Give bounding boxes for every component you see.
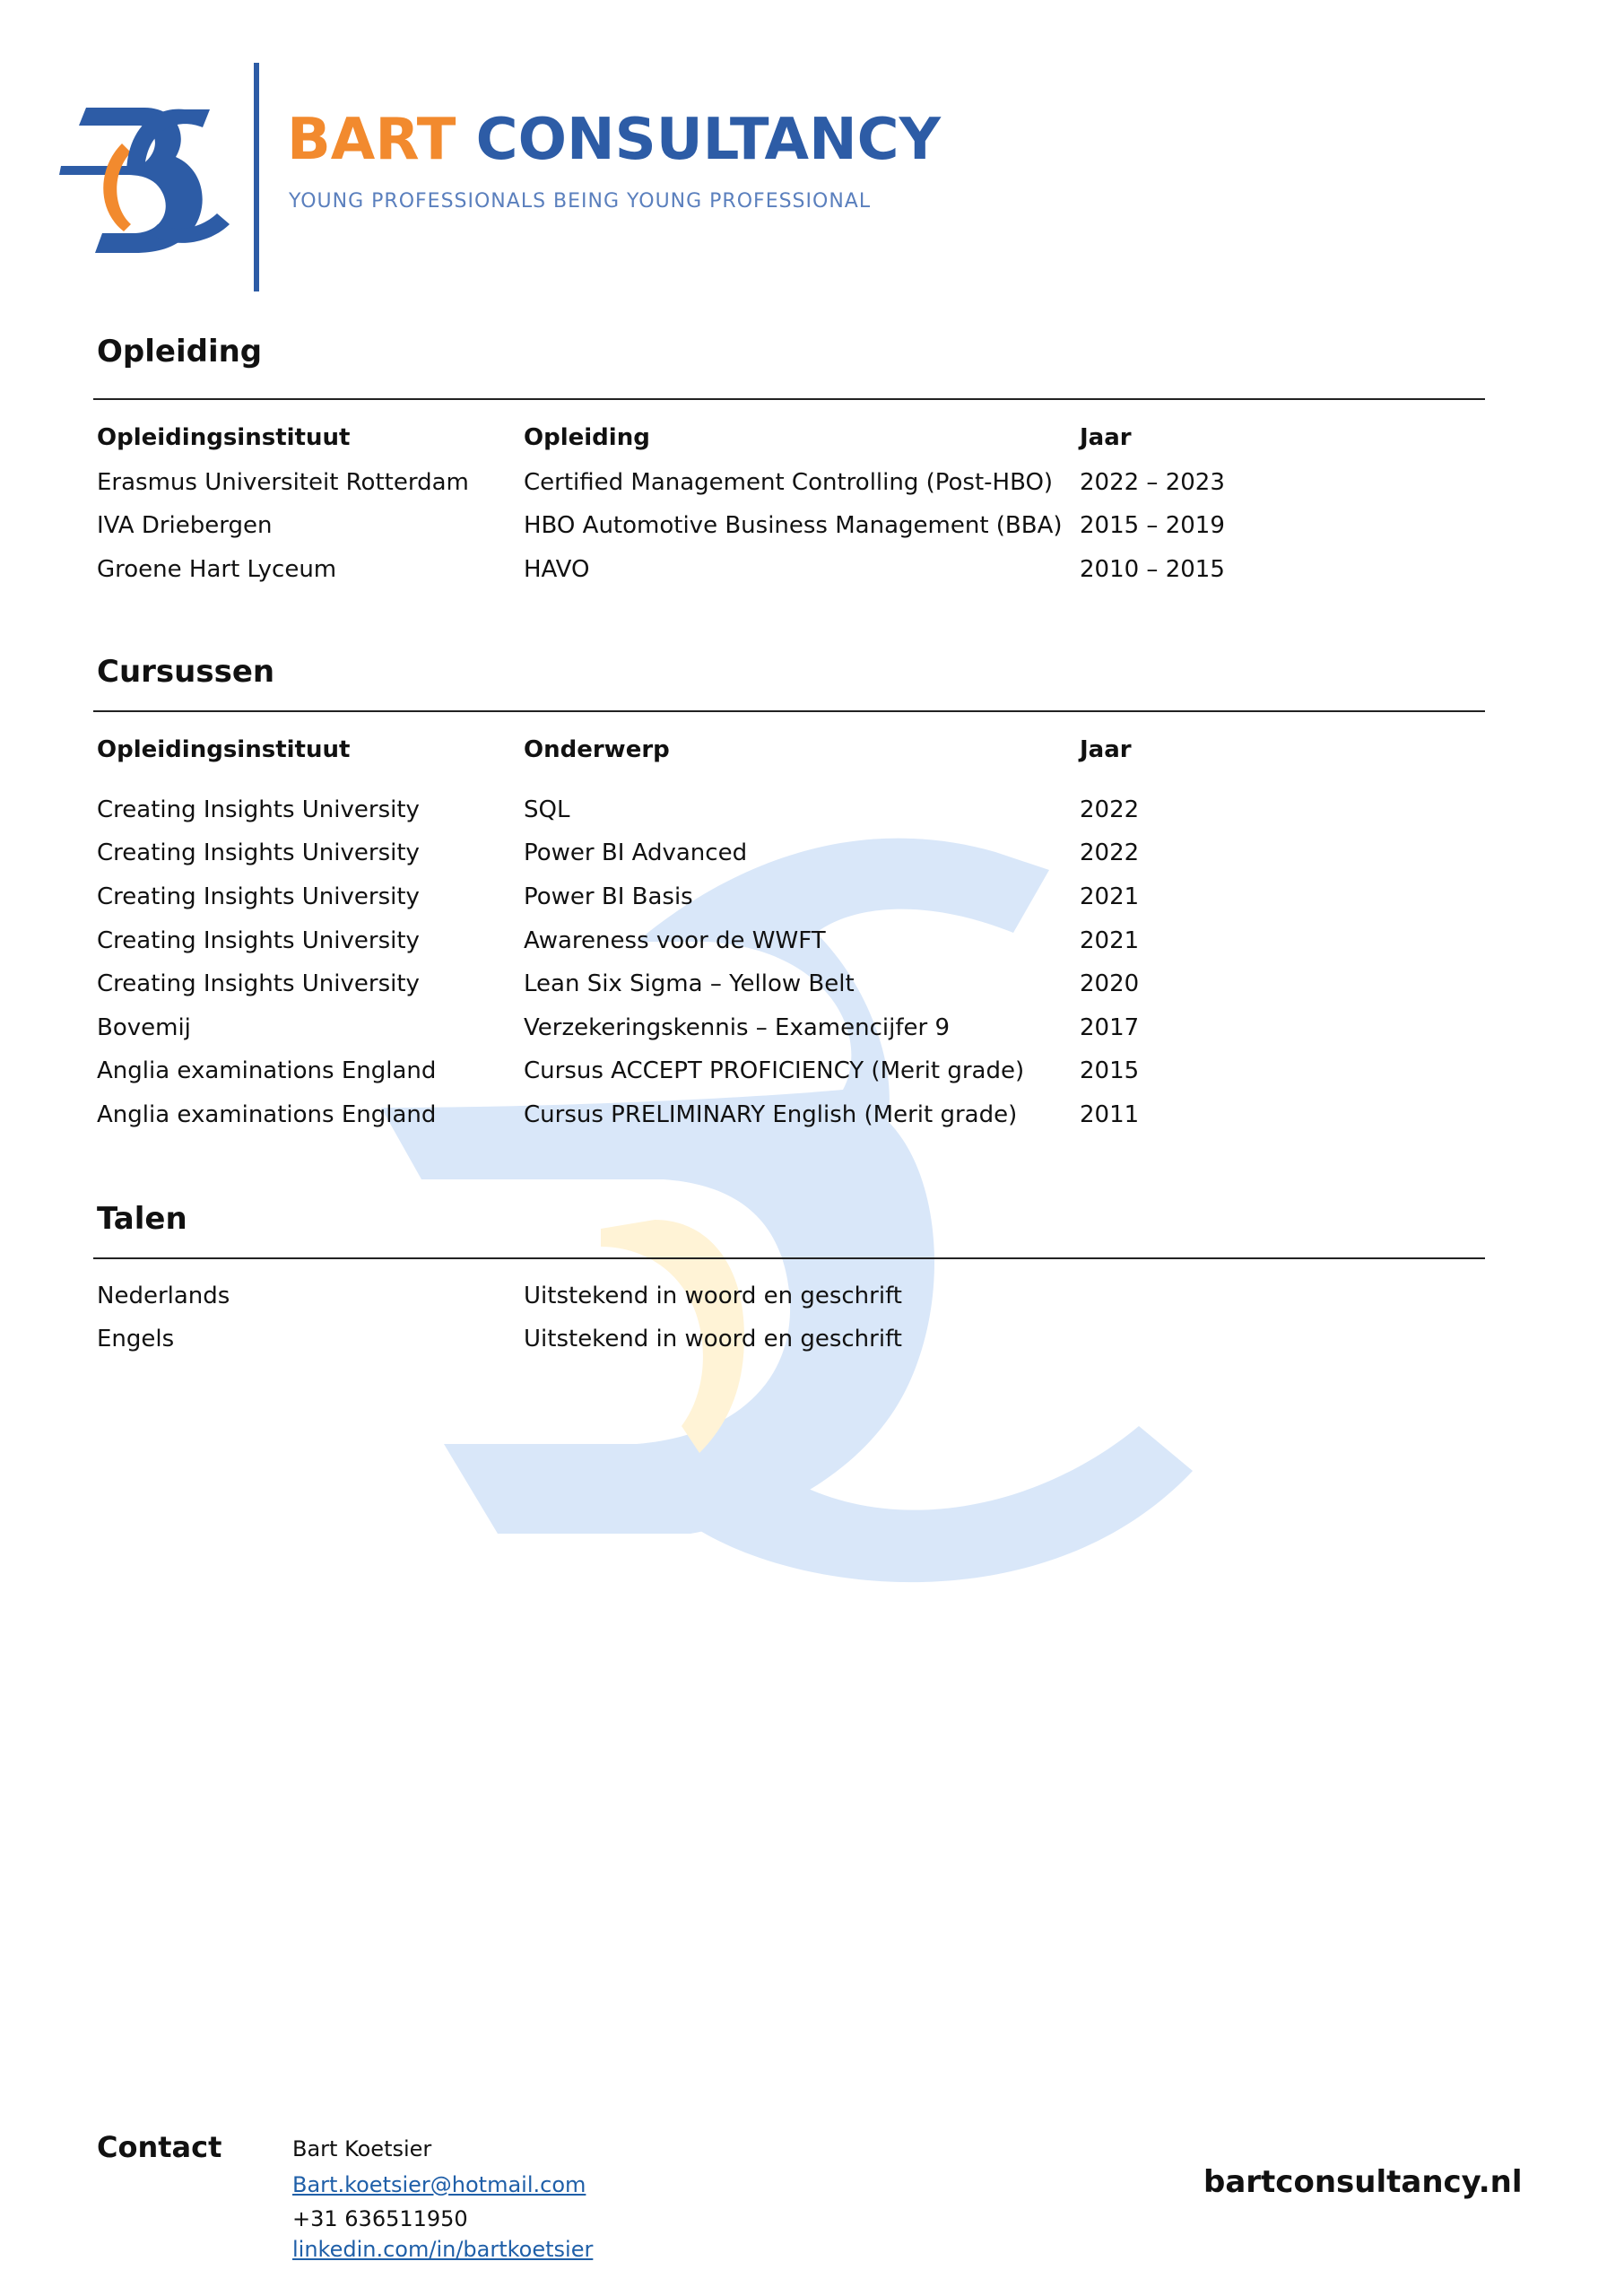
education-program: HAVO bbox=[524, 556, 590, 583]
section-title-courses: Cursussen bbox=[97, 654, 275, 690]
column-header: Opleiding bbox=[524, 424, 650, 451]
course-institute: Creating Insights University bbox=[97, 796, 420, 823]
education-institute: IVA Driebergen bbox=[97, 512, 273, 539]
logo-orange-arc bbox=[103, 144, 131, 231]
column-header: Jaar bbox=[1080, 736, 1132, 763]
course-institute: Creating Insights University bbox=[97, 883, 420, 910]
course-institute: Bovemij bbox=[97, 1014, 191, 1041]
brand-tagline: YOUNG PROFESSIONALS BEING YOUNG PROFESSIONAL bbox=[289, 190, 872, 213]
column-header: Opleidingsinstituut bbox=[97, 736, 351, 763]
course-subject: Cursus ACCEPT PROFICIENCY (Merit grade) bbox=[524, 1057, 1025, 1084]
contact-name: Bart Koetsier bbox=[292, 2136, 432, 2161]
course-subject: Power BI Basis bbox=[524, 883, 693, 910]
course-year: 2022 bbox=[1080, 796, 1140, 823]
course-subject: Lean Six Sigma – Yellow Belt bbox=[524, 970, 855, 997]
course-subject: Verzekeringskennis – Examencijfer 9 bbox=[524, 1014, 950, 1041]
education-year: 2015 – 2019 bbox=[1080, 512, 1225, 539]
column-header: Jaar bbox=[1080, 424, 1132, 451]
column-header: Opleidingsinstituut bbox=[97, 424, 351, 451]
course-institute: Anglia examinations England bbox=[97, 1057, 437, 1084]
education-institute: Groene Hart Lyceum bbox=[97, 556, 337, 583]
language-level: Uitstekend in woord en geschrift bbox=[524, 1326, 902, 1352]
education-year: 2010 – 2015 bbox=[1080, 556, 1225, 583]
course-year: 2015 bbox=[1080, 1057, 1140, 1084]
course-year: 2020 bbox=[1080, 970, 1140, 997]
logo-divider bbox=[254, 63, 259, 291]
language-level: Uitstekend in woord en geschrift bbox=[524, 1283, 902, 1309]
course-subject: Cursus PRELIMINARY English (Merit grade) bbox=[524, 1101, 1018, 1128]
divider bbox=[93, 398, 1485, 400]
divider bbox=[93, 710, 1485, 712]
course-subject: Power BI Advanced bbox=[524, 839, 748, 866]
contact-email-link[interactable]: Bart.koetsier@hotmail.com bbox=[292, 2172, 586, 2197]
education-program: HBO Automotive Business Management (BBA) bbox=[524, 512, 1063, 539]
contact-linkedin-link[interactable]: linkedin.com/in/bartkoetsier bbox=[292, 2237, 594, 2262]
course-year: 2022 bbox=[1080, 839, 1140, 866]
language-name: Engels bbox=[97, 1326, 175, 1352]
column-header: Onderwerp bbox=[524, 736, 670, 763]
course-institute: Creating Insights University bbox=[97, 839, 420, 866]
course-institute: Anglia examinations England bbox=[97, 1101, 437, 1128]
course-year: 2017 bbox=[1080, 1014, 1140, 1041]
website-url: bartconsultancy.nl bbox=[1203, 2164, 1523, 2200]
logo-icon bbox=[59, 99, 230, 256]
brand-name-part1: BART bbox=[287, 107, 456, 173]
education-program: Certified Management Controlling (Post-HBO) bbox=[524, 469, 1054, 496]
contact-phone: +31 636511950 bbox=[292, 2206, 468, 2231]
section-title-education: Opleiding bbox=[97, 334, 263, 370]
course-institute: Creating Insights University bbox=[97, 927, 420, 954]
brand-name bbox=[287, 107, 941, 173]
course-subject: Awareness voor de WWFT bbox=[524, 927, 826, 954]
language-name: Nederlands bbox=[97, 1283, 230, 1309]
course-subject: SQL bbox=[524, 796, 570, 823]
education-year: 2022 – 2023 bbox=[1080, 469, 1225, 496]
course-institute: Creating Insights University bbox=[97, 970, 420, 997]
course-year: 2021 bbox=[1080, 883, 1140, 910]
course-year: 2011 bbox=[1080, 1101, 1140, 1128]
course-year: 2021 bbox=[1080, 927, 1140, 954]
education-institute: Erasmus Universiteit Rotterdam bbox=[97, 469, 469, 496]
section-title-contact: Contact bbox=[97, 2130, 222, 2164]
section-title-languages: Talen bbox=[97, 1201, 187, 1237]
brand-name-part2: CONSULTANCY bbox=[475, 107, 941, 173]
divider bbox=[93, 1257, 1485, 1259]
